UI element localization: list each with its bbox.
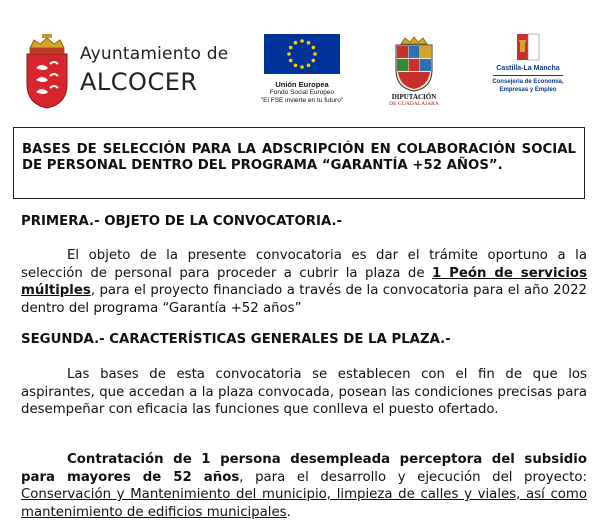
clm-title: Castilla-La Mancha xyxy=(496,65,560,72)
segunda-project-name: Conservación y Mantenimiento del municipio, limpieza de calles y viales, así como mantenimiento de edificios municipales xyxy=(21,487,587,520)
ayuntamiento-name xyxy=(80,44,250,96)
eu-fund: Fondo Social Europeo xyxy=(269,89,335,96)
diputacion-shield-icon xyxy=(391,36,437,92)
clm-department-line1: Consejería de Economía, xyxy=(492,79,564,85)
primera-position-name: 1 Peón de servicios múltiples xyxy=(21,265,587,298)
section-segunda-heading: SEGUNDA.- CARACTERÍSTICAS GENERALES DE LA PLAZA.- xyxy=(21,332,451,347)
segunda-text-1: Las bases de esta convocatoria se establecen con el fin de que los aspirantes, que accedan a la plaza convocada, posean las condiciones precisas para desempeñar con eficacia las funciones que conlleva el puesto ofertado. xyxy=(21,367,587,417)
primera-text-a: El objeto de la presente convocatoria es dar el trámite oportuno a la selección de personal para proceder a cubrir la plaza de xyxy=(21,248,587,281)
ayuntamiento-line1: Ayuntamiento de xyxy=(80,44,229,64)
diputacion-sub: DE GUADALAJARA xyxy=(389,101,439,107)
diputacion-title: DIPUTACIÓN xyxy=(391,93,437,101)
segunda-text-b: , para el desarrollo y ejecución del proyecto: xyxy=(239,469,587,485)
clm-logo xyxy=(478,32,578,94)
section-primera-heading: PRIMERA.- OBJETO DE LA CONVOCATORIA.- xyxy=(21,214,343,229)
eu-logo xyxy=(244,34,360,105)
primera-text-c: , para el proyecto financiado a través de la convocatoria para el año 2022 dentro del programa “Garantía +52 años” xyxy=(21,283,587,316)
segunda-contract-text: Contratación de 1 persona desempleada perceptora del subsidio para mayores de 52 años xyxy=(21,452,587,485)
section-segunda-paragraph-1 xyxy=(21,366,587,419)
clm-emblem-icon xyxy=(515,32,541,62)
document-title: BASES DE SELECCIÓN PARA LA ADSCRIPCIÓN EN COLABORACIÓN SOCIAL DE PERSONAL DENTRO DEL PROGRAMA “GARANTÍA +52 AÑOS”. xyxy=(22,142,576,173)
header xyxy=(0,0,614,120)
ayuntamiento-line2: ALCOCER xyxy=(80,68,198,96)
eu-flag-icon xyxy=(264,34,340,74)
eu-slogan: "El FSE invierte en tu futuro" xyxy=(260,97,344,104)
section-segunda-paragraph-2 xyxy=(21,451,587,521)
alcocer-coat-of-arms-icon xyxy=(22,34,72,110)
diputacion-logo xyxy=(372,36,456,107)
clm-divider xyxy=(493,75,563,76)
clm-department-line2: Empresas y Empleo xyxy=(499,87,557,93)
document-title-box xyxy=(13,127,585,199)
segunda-text-d: . xyxy=(286,504,291,520)
section-primera-paragraph xyxy=(21,247,587,317)
eu-title: Unión Europea xyxy=(275,80,329,89)
